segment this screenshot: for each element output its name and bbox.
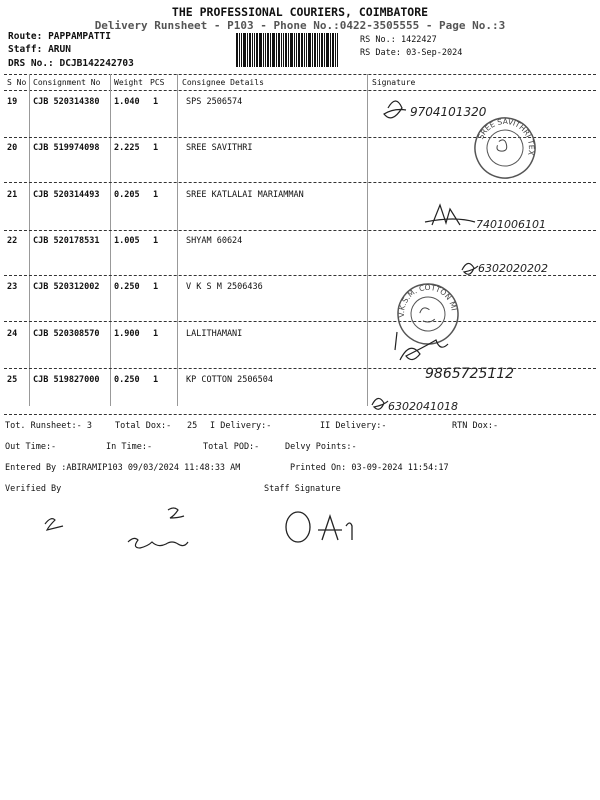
total-dox-label: Total Dox:- (115, 421, 172, 431)
stamp-text: SREE SAVITHRI TEXTILES (475, 116, 537, 156)
handwritten-number: 6302020202 (478, 262, 548, 275)
entered-by: Entered By :ABIRAMIP103 09/03/2024 11:48:33 AM (5, 463, 241, 473)
signature-row-22 (462, 262, 548, 275)
tot-runsheet: Tot. Runsheet:- 3 (5, 421, 92, 431)
row-consignment: CJB 520314380 (33, 97, 100, 107)
stamp-vksm-cotton (393, 279, 463, 348)
row-consignment: CJB 520308570 (33, 329, 100, 339)
row-weight: 2.225 (114, 143, 140, 153)
row-sno: 20 (7, 143, 18, 153)
row-consignee: SREE SAVITHRI (186, 143, 253, 153)
rs-date-label: RS Date: (360, 48, 401, 58)
row-consignment: CJB 519827000 (33, 375, 100, 385)
row-pcs: 1 (153, 190, 159, 200)
row-sno: 24 (7, 329, 18, 339)
col-header-consignment: Consignment No (33, 78, 101, 87)
signature-row-19 (384, 101, 487, 119)
row-consignee: KP COTTON 2506504 (186, 375, 273, 385)
runsheet-title: THE PROFESSIONAL COURIERS, COIMBATORE (171, 5, 429, 19)
signature-row-25 (372, 398, 458, 413)
row-weight: 1.005 (114, 236, 140, 246)
rs-no-value: 1422427 (400, 35, 437, 45)
staff-signature-label: Staff Signature (264, 484, 341, 494)
staff-value: ARUN (48, 44, 71, 55)
route-value: PAPPAMPATTI (48, 31, 111, 42)
i-delivery: I Delivery:- (210, 421, 272, 431)
row-pcs: 1 (153, 329, 159, 339)
row-consignee: SPS 2506574 (186, 97, 243, 107)
row-sno: 21 (7, 190, 18, 200)
row-sno: 23 (7, 282, 18, 292)
out-time: Out Time:- (5, 442, 57, 452)
row-consignment: CJB 520178531 (33, 236, 100, 246)
row-pcs: 1 (153, 375, 159, 385)
row-weight: 0.250 (114, 282, 140, 292)
row-consignment: CJB 520314493 (33, 190, 100, 200)
row-consignee: SHYAM 60624 (186, 236, 243, 246)
handwritten-number: 9865725112 (425, 366, 515, 382)
signature-row-21 (425, 205, 546, 231)
ii-delivery: II Delivery:- (320, 421, 387, 431)
staff-signature (286, 512, 352, 542)
total-dox-value: 25 (187, 421, 198, 431)
rs-no-label: RS No.: (360, 35, 396, 45)
rs-date-value: 03-Sep-2024 (406, 48, 463, 58)
drs-label: DRS No.: (8, 58, 54, 69)
in-time: In Time:- (106, 442, 153, 452)
handwritten-number: 6302041018 (388, 400, 458, 413)
stamp-sree-savithri (466, 108, 545, 187)
runsheet-subtitle: Delivery Runsheet - P103 - Phone No.:0422-3505555 - Page No.:3 (94, 19, 506, 32)
rtn-dox: RTN Dox:- (452, 421, 499, 431)
col-header-signature: Signature (372, 78, 416, 87)
col-header-weight: Weight (114, 78, 143, 87)
row-consignee: SREE KATLALAI MARIAMMAN (186, 190, 304, 200)
staff-label: Staff: (8, 44, 43, 55)
row-sno: 19 (7, 97, 18, 107)
printed-on: Printed On: 03-09-2024 11:54:17 (290, 463, 449, 473)
row-pcs: 1 (153, 282, 159, 292)
row-weight: 0.250 (114, 375, 140, 385)
row-sno: 25 (7, 375, 18, 385)
col-header-sno: S No (7, 78, 27, 87)
row-pcs: 1 (153, 143, 159, 153)
drs-value: DCJB142242703 (59, 58, 134, 69)
total-pod: Total POD:- (203, 442, 260, 452)
row-sno: 22 (7, 236, 18, 246)
delvy-points: Delvy Points:- (285, 442, 357, 452)
row-weight: 1.040 (114, 97, 140, 107)
row-pcs: 1 (153, 236, 159, 246)
row-weight: 1.900 (114, 329, 140, 339)
row-consignee: LALITHAMANI (186, 329, 243, 339)
handwritten-number: 7401006101 (476, 218, 546, 231)
row-consignment: CJB 520312002 (33, 282, 100, 292)
verified-by-signature (45, 508, 188, 548)
row-consignment: CJB 519974098 (33, 143, 100, 153)
row-weight: 0.205 (114, 190, 140, 200)
stamp-text: V.K.S.M. COTTON MILLS CBE (396, 282, 459, 318)
col-header-consignee: Consignee Details (182, 78, 264, 87)
verified-by-label: Verified By (5, 484, 62, 494)
route-label: Route: (8, 31, 43, 42)
handwritten-number: 9704101320 (410, 105, 487, 119)
col-header-pcs: PCS (150, 78, 165, 87)
row-consignee: V K S M 2506436 (186, 282, 263, 292)
row-pcs: 1 (153, 97, 159, 107)
